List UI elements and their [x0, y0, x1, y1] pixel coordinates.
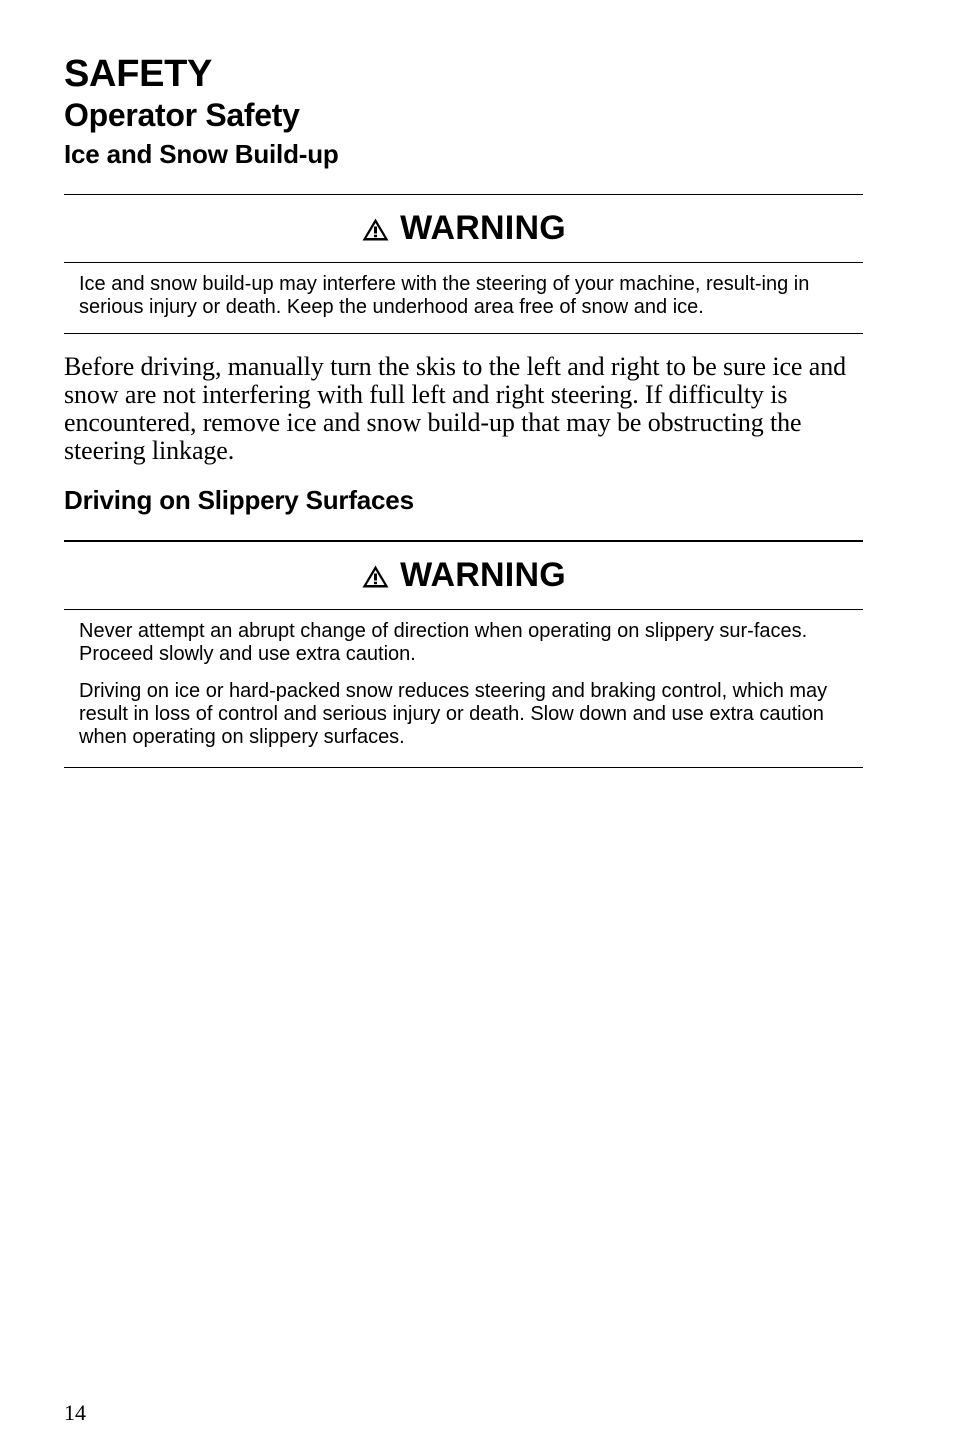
- warning-body: [64, 263, 863, 333]
- warning-body: [64, 610, 863, 767]
- subsection-title: Operator Safety: [64, 97, 300, 133]
- warning-box-slippery: [64, 540, 863, 768]
- warning-header: [64, 195, 863, 263]
- warning-triangle-icon: [361, 564, 390, 589]
- body-paragraph: Before driving, manually turn the skis to the left and right to be sure ice and snow are not interfering with full left and right steering. If difficulty is encountered, remove ice and snow build-up that may be obstructing the steering linkage.: [64, 352, 847, 465]
- warning-triangle-icon: [361, 217, 390, 242]
- warning-header: [64, 542, 863, 610]
- topic-heading-ice-snow: Ice and Snow Build-up: [64, 139, 339, 169]
- warning-text: Ice and snow build-up may interfere with the steering of your machine, result-ing in serious injury or death. Keep the underhood area free of snow and ice.: [79, 273, 810, 318]
- warning-text: Never attempt an abrupt change of direction when operating on slippery sur-faces. Proceed slowly and use extra caution.: [79, 620, 808, 665]
- section-title: SAFETY: [64, 53, 213, 95]
- page-number: 14: [64, 1400, 86, 1425]
- warning-title: WARNING: [400, 209, 566, 247]
- warning-box-ice-snow: [64, 194, 863, 334]
- topic-heading-slippery: Driving on Slippery Surfaces: [64, 485, 414, 515]
- warning-title: WARNING: [400, 556, 566, 594]
- warning-text: Driving on ice or hard-packed snow reduces steering and braking control, which may result in loss of control and serious injury or death. Slow down and use extra caution when operating on slippery surfaces.: [79, 680, 828, 748]
